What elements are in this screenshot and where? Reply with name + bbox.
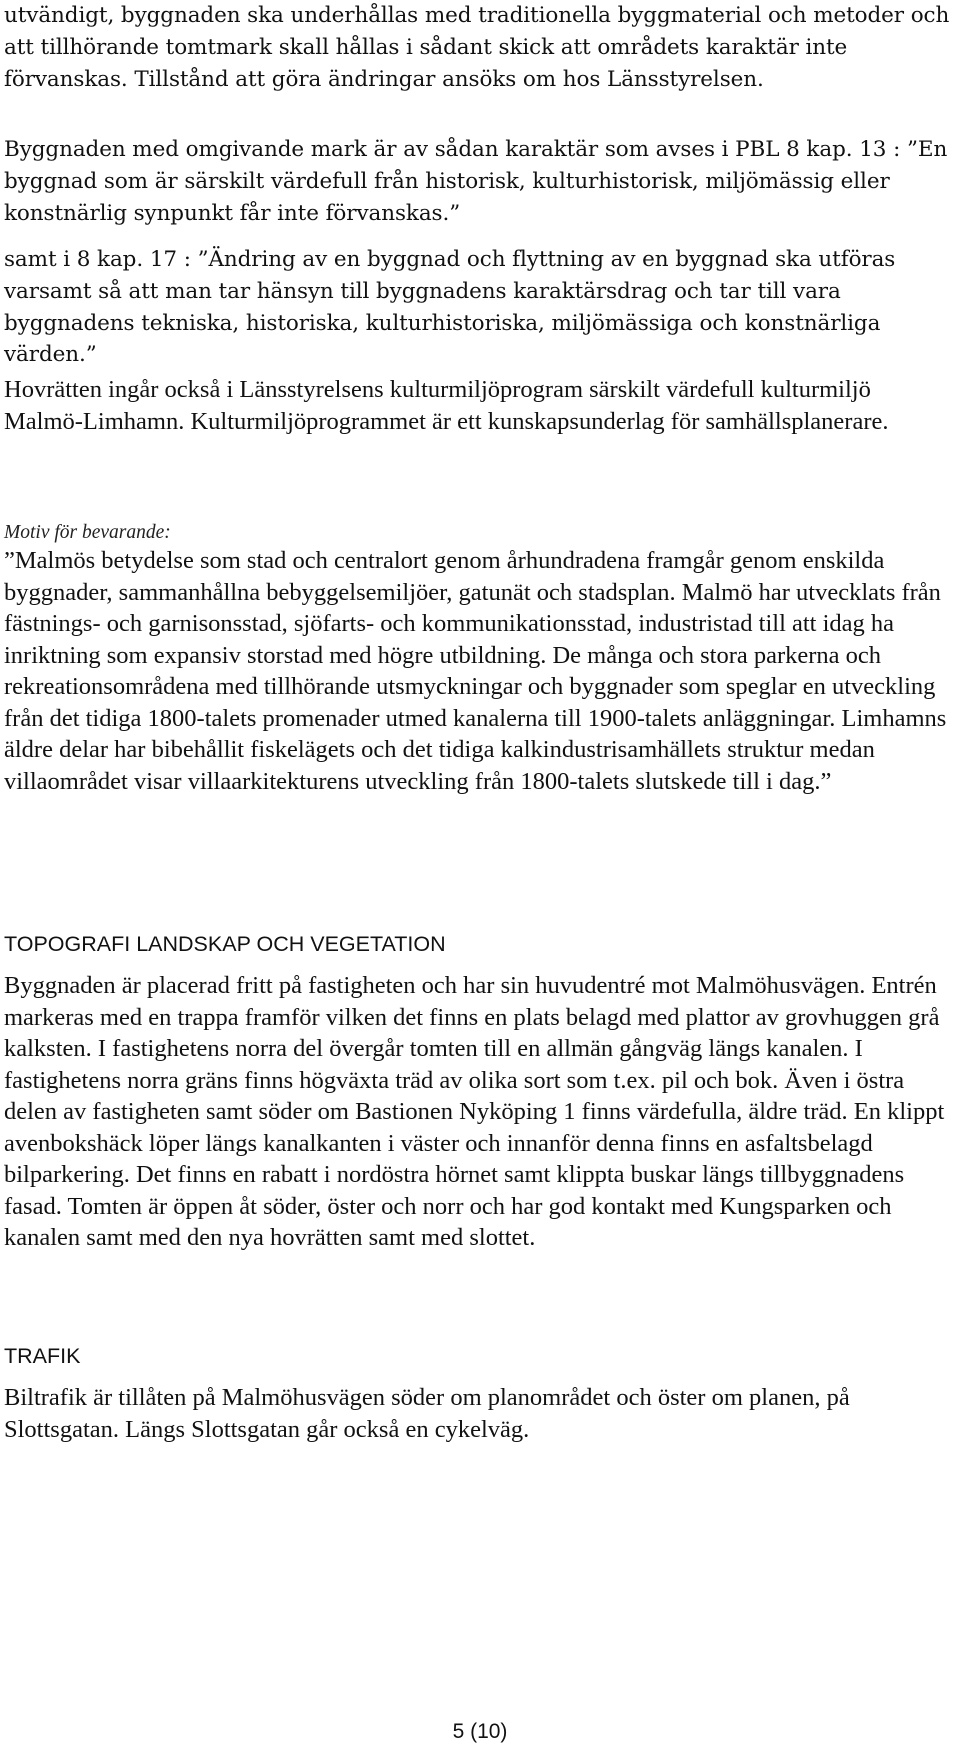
- paragraph-trafik: Biltrafik är tillåten på Malmöhusvägen söder om planområdet och öster om planen, på Slottsgatan. Längs Slottsgatan går också en cykelväg.: [4, 1384, 850, 1443]
- motiv-label: Motiv för bevarande:: [4, 522, 171, 543]
- paragraph-pbl-8-17: samt i 8 kap. 17 : ”Ändring av en byggnad och flyttning av en byggnad ska utföras varsamt så att man tar hänsyn till byggnadens karaktärsdrag och tar till vara byggnadens tekniska, historiska, kulturhistoriska, miljömässiga och konstnärliga värden.”: [4, 247, 896, 368]
- heading-topografi: TOPOGRAFI LANDSKAP OCH VEGETATION: [4, 932, 446, 956]
- paragraph-topografi: Byggnaden är placerad fritt på fastigheten och har sin huvudentré mot Malmöhusvägen. Entrén markeras med en trappa framför vilken det finns en plats belagd med plattor av grovhuggen grå kalksten. I fastighetens norra del övergår tomten till en allmän gångväg längs kanalen. I fastighetens norra gräns finns högväxta träd av olika sort som t.ex. pil och bok. Även i östra delen av fastigheten samt söder om Bastionen Nyköping 1 finns värdefulla, äldre träd. En klippt avenbokshäck löper längs kanalkanten i väster och innanför denna finns en asfaltsbelagd bilparkering. Det finns en rabatt i nordöstra hörnet samt klippta buskar längs tillbyggnadens fasad. Tomten är öppen åt söder, öster och norr och har god kontakt med Kungsparken och kanalen samt med den nya hovrätten samt med slottet.: [4, 972, 945, 1251]
- paragraph-motiv-quote: ”Malmös betydelse som stad och centralort genom århundradena framgår genom enskilda byggnader, sammanhållna bebyggelsemiljöer, gatunät och stadsplan. Malmö har utvecklats från fästnings- och garnisonsstad, sjöfarts- och kommunikationsstad, industristad till att idag ha inriktning som expansiv storstad med högre utbildning. De många och stora parkerna och rekreationsområdena med tillhörande utsmyckningar och byggnader som speglar en utveckling från det tidiga 1800-talets promenader utmed kanalerna till 1900-talets anläggningar. Limhamns äldre delar har bibehållit fiskelägets och det tidiga kalkindustrisamhällets struktur medan villaområdet visar villaarkitekturens utveckling från 1800-talets slutskede till i dag.”: [4, 547, 947, 795]
- paragraph-pbl-8-13: Byggnaden med omgivande mark är av sådan karaktär som avses i PBL 8 kap. 13 : ”En byggnad som är särskilt värdefull från historisk, kulturhistorisk, miljömässig eller konstnärlig synpunkt får inte förvanskas.”: [4, 137, 948, 226]
- page-number: 5 (10): [452, 1720, 508, 1743]
- heading-trafik: TRAFIK: [4, 1344, 81, 1368]
- paragraph-kulturmiljoprogram: Hovrätten ingår också i Länsstyrelsens kulturmiljöprogram särskilt värdefull kulturmiljö Malmö-Limhamn. Kulturmiljöprogrammet är ett kunskapsunderlag för samhällsplanerare.: [4, 376, 889, 435]
- paragraph-maintenance: utvändigt, byggnaden ska underhållas med traditionella byggmaterial och metoder och att tillhörande tomtmark skall hållas i sådant skick att områdets karaktär inte förvanskas. Tillstånd att göra ändringar ansöks om hos Länsstyrelsen.: [4, 3, 950, 92]
